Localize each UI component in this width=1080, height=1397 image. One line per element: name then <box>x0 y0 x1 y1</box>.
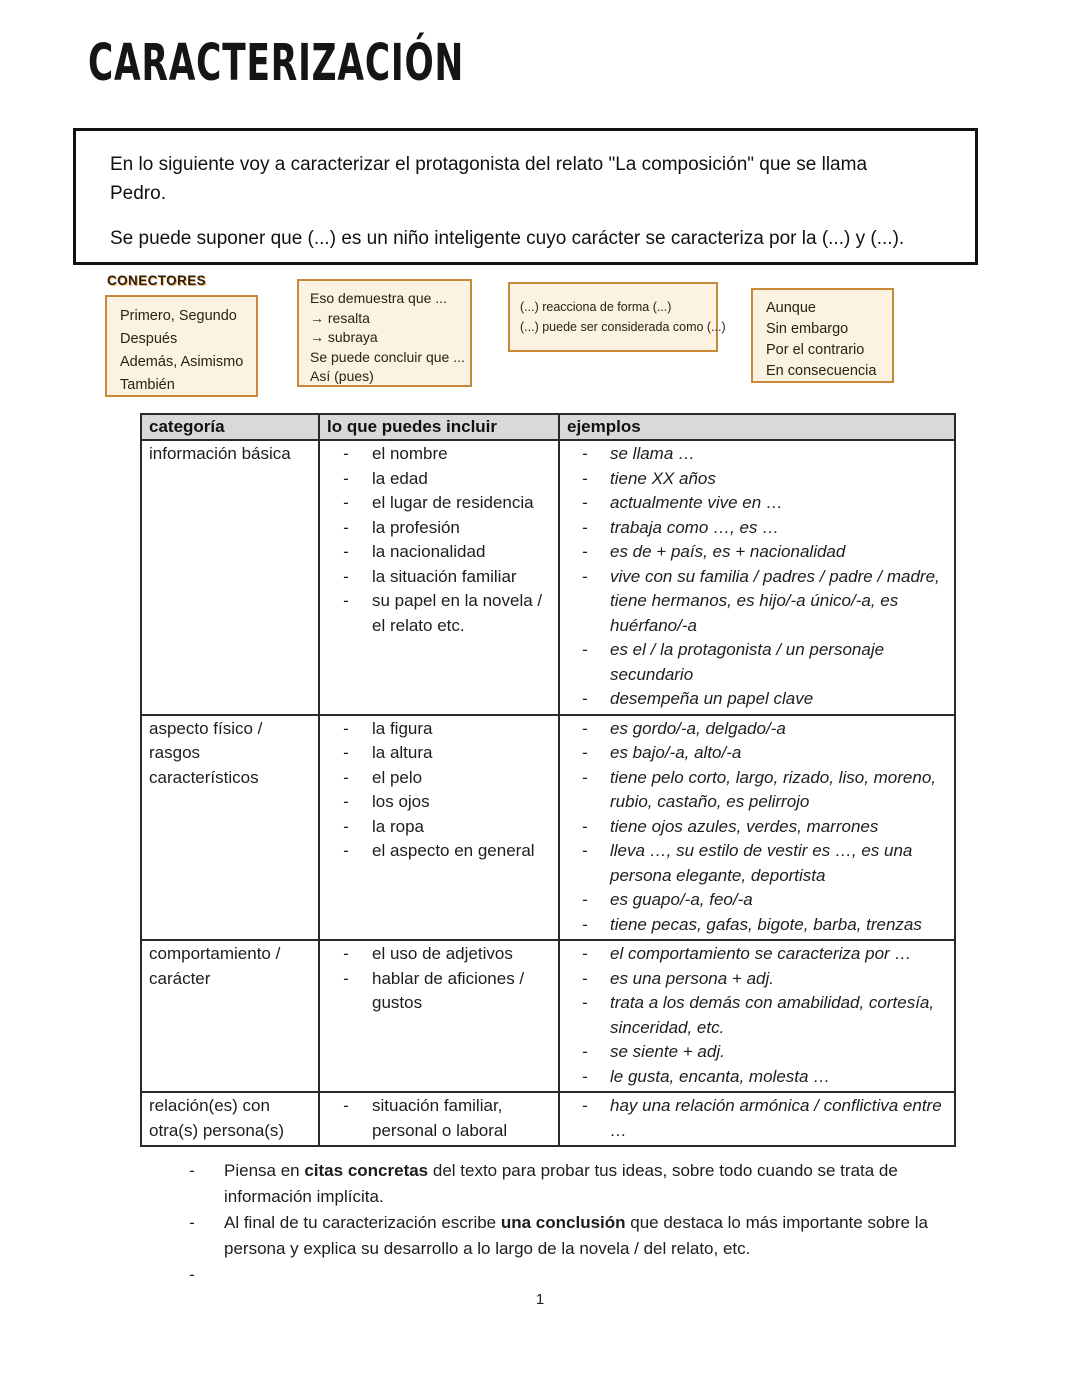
connector-line: (...) puede ser considerada como (...) <box>520 320 726 334</box>
list-item: - actualmente vive en … <box>560 491 954 516</box>
dash-bullet: - <box>582 566 588 586</box>
dash-bullet: - <box>582 689 588 708</box>
connector-line: También <box>120 377 175 393</box>
dash-bullet: - <box>343 1096 349 1115</box>
connector-line: → resalta <box>310 309 370 326</box>
cell-category: comportamiento / carácter <box>141 940 319 1092</box>
connector-box-lines <box>310 289 465 387</box>
dash-bullet: - <box>582 968 588 988</box>
list-item: - hablar de aficiones / gustos <box>320 967 558 1016</box>
dash-bullet: - <box>582 444 588 463</box>
list-item: - le gusta, encanta, molesta … <box>560 1065 954 1090</box>
list-item: - es el / la protagonista / un personaje secundario <box>560 638 954 687</box>
dash-bullet: - <box>343 767 349 787</box>
table-row <box>141 715 955 941</box>
table-row <box>141 940 955 1092</box>
page-number: 1 <box>535 1291 545 1308</box>
list-item: - la profesión <box>320 516 558 541</box>
dash-bullet: - <box>582 841 588 860</box>
note-item: - Piensa en citas concretas del texto para probar tus ideas, sobre todo cuando se trata de información implícita. <box>160 1158 950 1210</box>
list-item: - es bajo/-a, alto/-a <box>560 741 954 766</box>
dash-bullet: - <box>189 1265 195 1284</box>
list-item: - es una persona + adj. <box>560 967 954 992</box>
connector-line: Sin embargo <box>766 321 849 337</box>
list-item: - se llama … <box>560 442 954 467</box>
include-list <box>320 1094 558 1143</box>
note-item <box>160 1262 950 1288</box>
examples-list <box>560 1094 954 1143</box>
dash-bullet: - <box>343 493 349 512</box>
list-item: - lleva …, su estilo de vestir es …, es una persona elegante, deportista <box>560 839 954 888</box>
dash-bullet: - <box>582 993 588 1012</box>
notes-list <box>160 1158 950 1288</box>
dash-bullet: - <box>582 1066 588 1086</box>
connector-box-lines <box>120 305 243 397</box>
list-item: - vive con su familia / padres / padre / madre, tiene hermanos, es hijo/-a único/-a, es huérfano/-a <box>560 565 954 639</box>
connector-line: Además, Asimismo <box>120 354 244 370</box>
cell-include <box>319 715 559 941</box>
include-list <box>320 717 558 864</box>
dash-bullet: - <box>343 841 349 860</box>
page-title: CARACTERIZACIÓN <box>88 34 465 93</box>
list-item: - los ojos <box>320 790 558 815</box>
connector-box <box>751 288 894 383</box>
note-item: - Al final de tu caracterización escribe una conclusión que destaca lo más importante sobre la persona y explica su desarrollo a lo largo de la novela / del relato, etc. <box>160 1210 950 1262</box>
dash-bullet: - <box>582 944 588 963</box>
dash-bullet: - <box>343 468 349 488</box>
list-item: - el nombre <box>320 442 558 467</box>
dash-bullet: - <box>189 1161 195 1180</box>
dash-bullet: - <box>343 968 349 988</box>
dash-bullet: - <box>343 566 349 586</box>
list-item: - tiene XX años <box>560 467 954 492</box>
cell-examples <box>559 715 955 941</box>
list-item: - la nacionalidad <box>320 540 558 565</box>
dash-bullet: - <box>343 743 349 762</box>
cell-include <box>319 440 559 715</box>
dash-bullet: - <box>189 1213 195 1232</box>
connector-line: → subraya <box>310 329 378 345</box>
list-item: - hay una relación armónica / conflictiva entre … <box>560 1094 954 1143</box>
connector-box <box>508 282 726 352</box>
list-item: - la edad <box>320 467 558 492</box>
list-item: - tiene pelo corto, largo, rizado, liso, moreno, rubio, castaño, es pelirrojo <box>560 766 954 815</box>
characterization-table <box>140 413 956 1147</box>
cell-examples <box>559 940 955 1092</box>
examples-list <box>560 942 954 1089</box>
dash-bullet: - <box>343 517 349 537</box>
list-item: - trabaja como …, es … <box>560 516 954 541</box>
list-item: - el pelo <box>320 766 558 791</box>
table-row <box>141 440 955 715</box>
connector-line: Por el contrario <box>766 342 865 358</box>
list-item: - desempeña un papel clave <box>560 687 954 712</box>
list-item: - es guapo/-a, feo/-a <box>560 888 954 913</box>
list-item: - el aspecto en general <box>320 839 558 864</box>
dash-bullet: - <box>582 767 588 787</box>
list-item: - se siente + adj. <box>560 1040 954 1065</box>
cell-examples <box>559 1092 955 1146</box>
list-item: - la altura <box>320 741 558 766</box>
list-item: - es gordo/-a, delgado/-a <box>560 717 954 742</box>
include-list <box>320 442 558 638</box>
connector-box-lines <box>520 297 726 337</box>
dash-bullet: - <box>582 1096 588 1115</box>
dash-bullet: - <box>343 792 349 811</box>
connector-line: Se puede concluir que ... <box>310 348 465 365</box>
cell-category: aspecto físico / rasgos característicos <box>141 715 319 941</box>
list-item: - el uso de adjetivos <box>320 942 558 967</box>
cell-examples <box>559 440 955 715</box>
dash-bullet: - <box>582 743 588 762</box>
list-item: - es de + país, es + nacionalidad <box>560 540 954 565</box>
list-item: - tiene pecas, gafas, bigote, barba, trenzas <box>560 913 954 938</box>
list-item: - la figura <box>320 717 558 742</box>
dash-bullet: - <box>582 914 588 934</box>
connectors-label: CONECTORES <box>107 273 207 288</box>
list-item: - trata a los demás con amabilidad, cortesía, sinceridad, etc. <box>560 991 954 1040</box>
dash-bullet: - <box>343 444 349 463</box>
dash-bullet: - <box>582 816 588 836</box>
dash-bullet: - <box>582 542 588 561</box>
list-item: - el lugar de residencia <box>320 491 558 516</box>
dash-bullet: - <box>582 1042 588 1061</box>
header-ejemplos: ejemplos <box>559 414 955 440</box>
connector-line: En consecuencia <box>766 363 877 379</box>
include-list <box>320 942 558 1016</box>
list-item: - situación familiar, personal o laboral <box>320 1094 558 1143</box>
connector-line: Eso demuestra que ... <box>310 290 447 306</box>
list-item: - la situación familiar <box>320 565 558 590</box>
list-item: - el comportamiento se caracteriza por … <box>560 942 954 967</box>
dash-bullet: - <box>582 493 588 512</box>
dash-bullet: - <box>343 944 349 963</box>
connector-box <box>297 279 472 387</box>
dash-bullet: - <box>582 517 588 537</box>
dash-bullet: - <box>343 816 349 836</box>
table-header-row <box>141 414 955 440</box>
dash-bullet: - <box>582 718 588 738</box>
header-categoria: categoría <box>141 414 319 440</box>
list-item: - su papel en la novela / el relato etc. <box>320 589 558 638</box>
connector-box-lines <box>766 298 879 382</box>
examples-list <box>560 717 954 938</box>
connector-line: Después <box>120 331 178 347</box>
cell-include <box>319 940 559 1092</box>
connector-line: Así (pues) <box>310 368 374 384</box>
list-item: - tiene ojos azules, verdes, marrones <box>560 815 954 840</box>
dash-bullet: - <box>343 542 349 561</box>
cell-include <box>319 1092 559 1146</box>
dash-bullet: - <box>343 718 349 738</box>
list-item: - la ropa <box>320 815 558 840</box>
dash-bullet: - <box>343 591 349 610</box>
dash-bullet: - <box>582 640 588 659</box>
intro-paragraph: En lo siguiente voy a caracterizar el protagonista del relato "La composición" que se llama Pedro. <box>110 154 868 204</box>
connector-box <box>105 295 258 397</box>
dash-bullet: - <box>582 890 588 909</box>
dash-bullet: - <box>582 468 588 488</box>
examples-list <box>560 442 954 712</box>
table-row <box>141 1092 955 1146</box>
connector-line: Primero, Segundo <box>120 308 237 324</box>
header-incluir: lo que puedes incluir <box>319 414 559 440</box>
connector-line: (...) reacciona de forma (...) <box>520 300 672 314</box>
cell-category: información básica <box>141 440 319 715</box>
intro-box <box>73 128 978 265</box>
intro-paragraph: Se puede suponer que (...) es un niño inteligente cuyo carácter se caracteriza por la (...) y (...). <box>110 228 905 249</box>
connector-line: Aunque <box>766 300 816 316</box>
cell-category: relación(es) con otra(s) persona(s) <box>141 1092 319 1146</box>
